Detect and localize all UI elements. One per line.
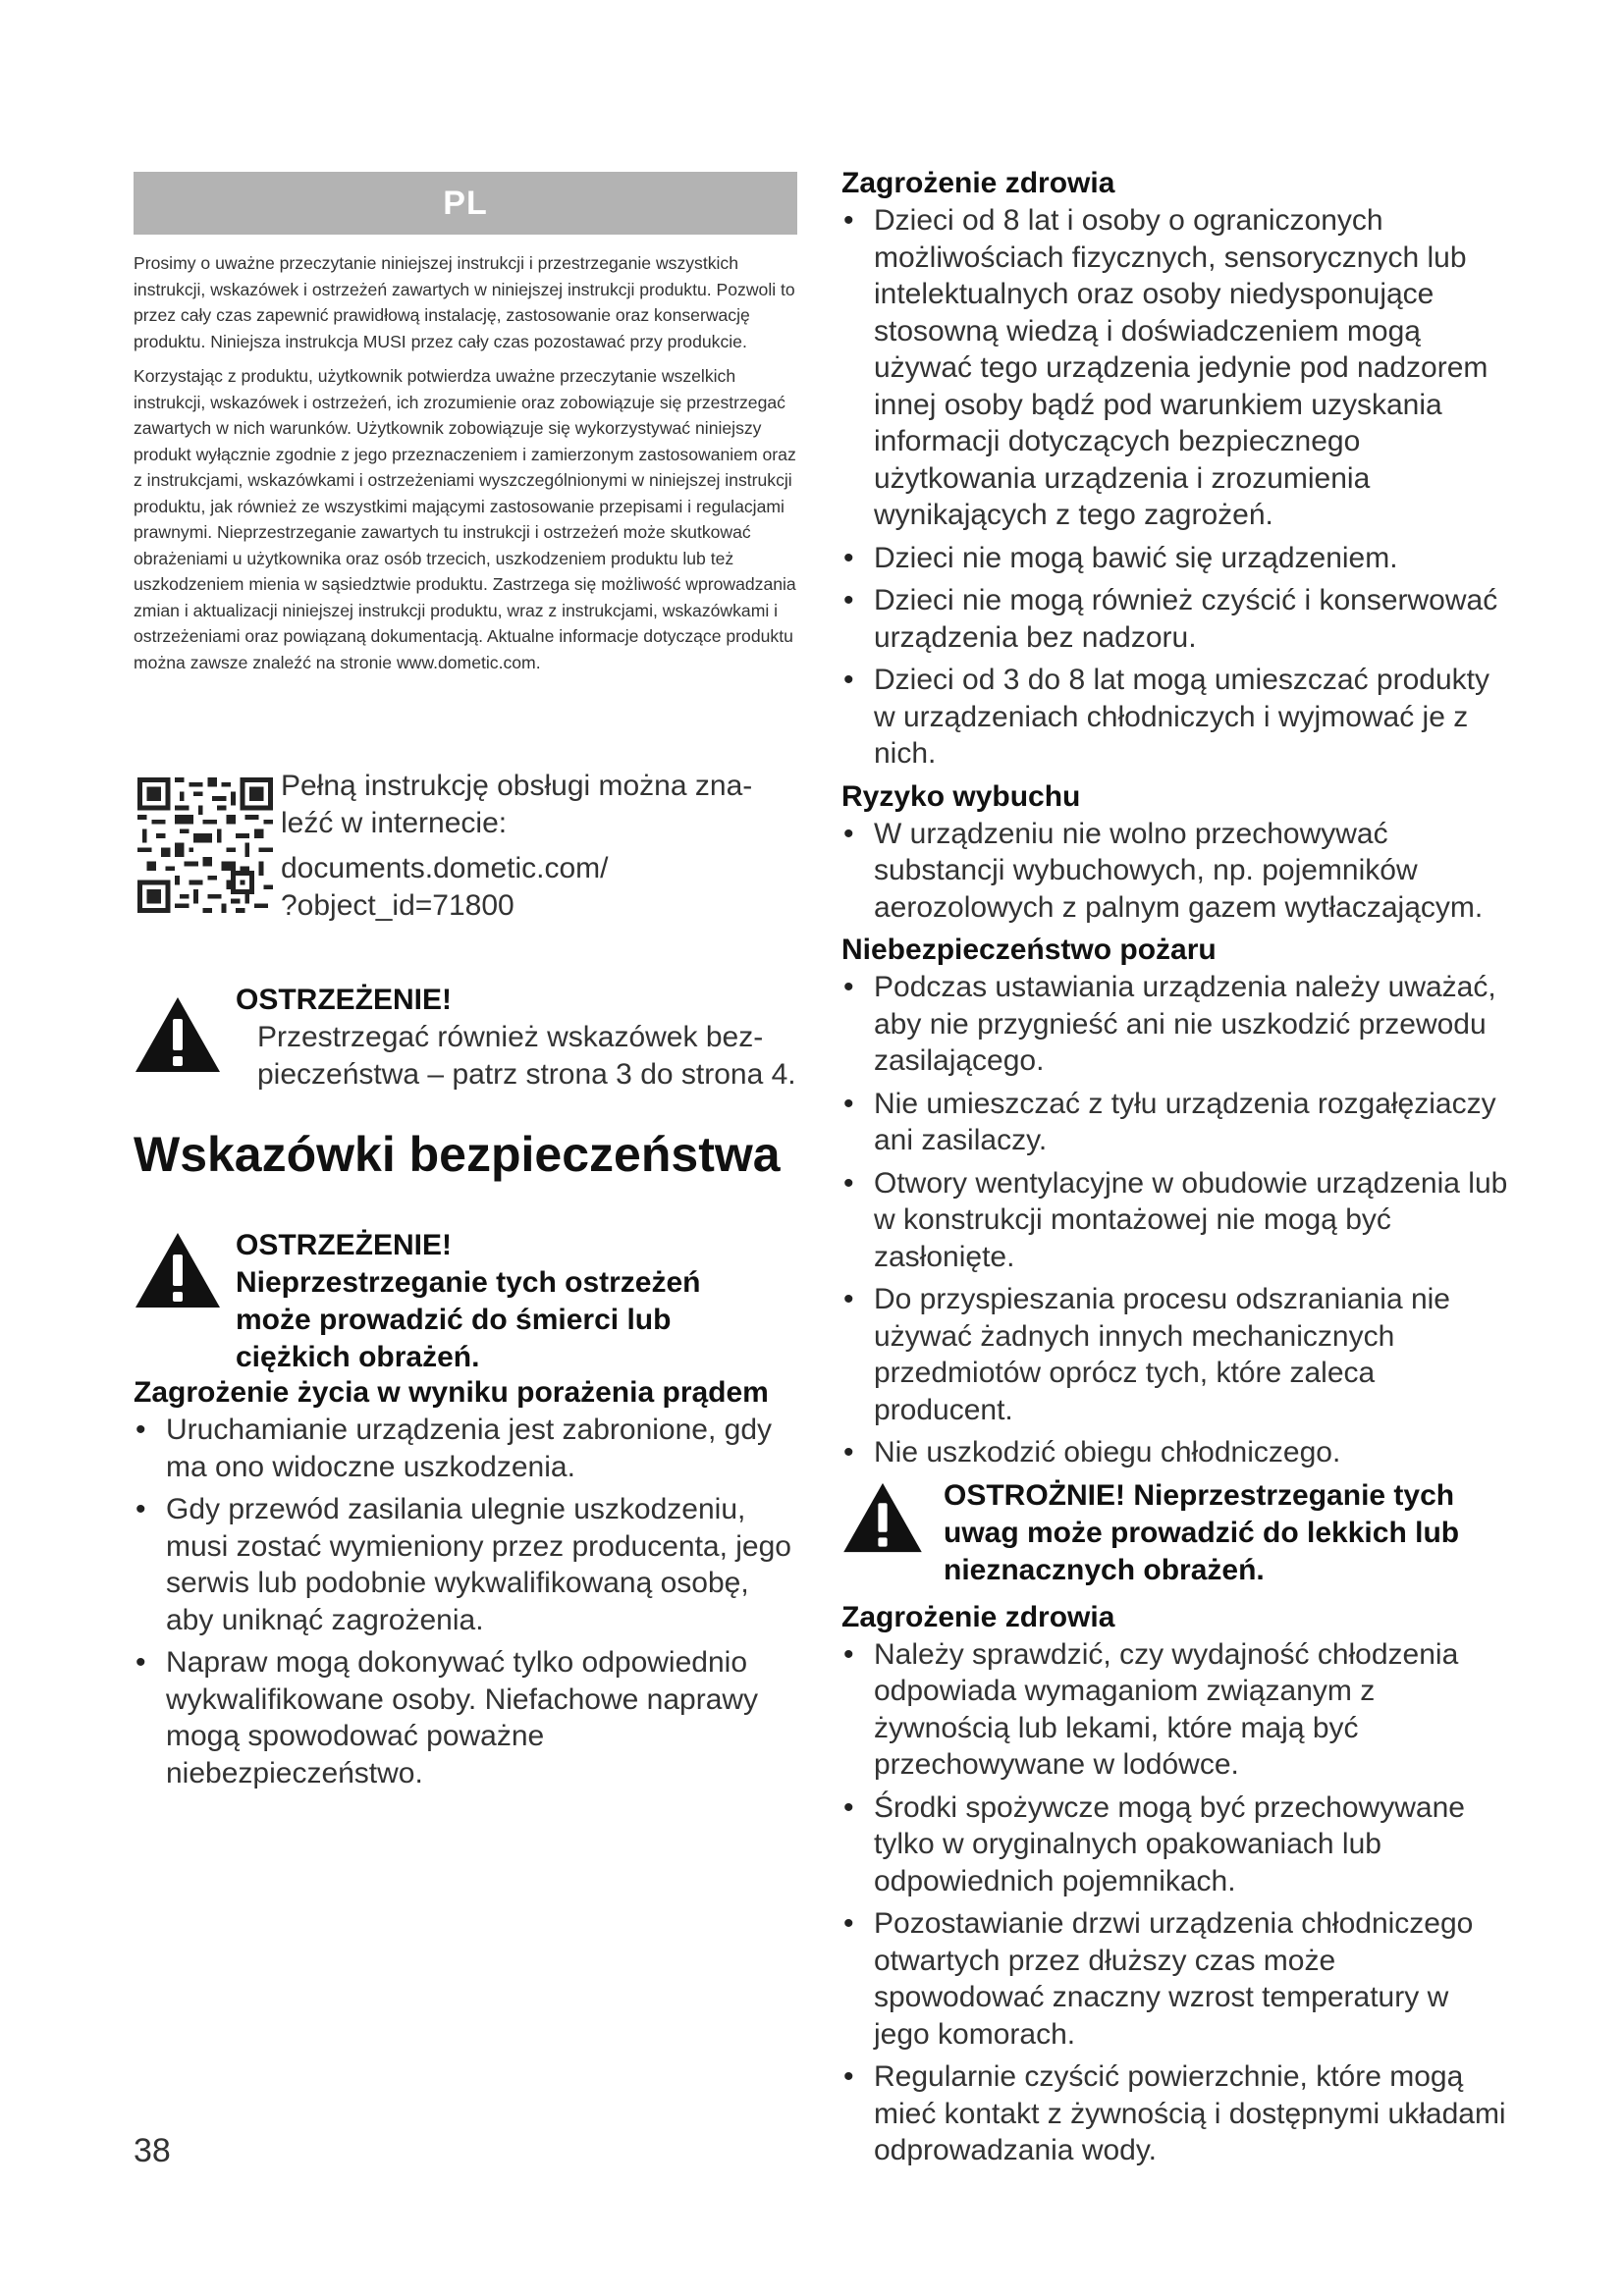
section-title: Zagrożenie życia w wyniku porażenia prądem bbox=[134, 1376, 769, 1409]
list-item: • Należy sprawdzić, czy wydajność chłodzenia odpowiada wymaganiom związanym z żywnością lub lekami, które mają być przechowywane w lodówce. bbox=[841, 1636, 1509, 1784]
list-item: • Otwory wentylacyjne w obudowie urządzenia lub w konstrukcji montażowej nie mogą być zasłonięte. bbox=[841, 1165, 1509, 1276]
warning-line-3: ciężkich obrażeń. bbox=[236, 1341, 480, 1373]
qr-caption bbox=[281, 768, 791, 925]
section-title: Niebezpieczeństwo pożaru bbox=[841, 934, 1217, 966]
page-number: 38 bbox=[134, 2132, 171, 2169]
list-item: • Dzieci nie mogą bawić się urządzeniem. bbox=[841, 540, 1509, 577]
bullet-list bbox=[134, 1412, 797, 1791]
list-item: • W urządzeniu nie wolno przechowywać substancji wybuchowych, np. pojemników aerozolowych z palnym gazem wytłaczającym. bbox=[841, 816, 1509, 927]
qr-text-line-2: leźć w internecie: bbox=[281, 807, 508, 839]
intro-paragraph-2: Korzystając z produktu, użytkownik potwierdza uważne przeczytanie wszelkich instrukcji, wskazówek i ostrzeżeń, ich zrozumienie oraz zobowiązuje się przestrzegać zawartych w nich warunków. Użytkownik zobowiązuje się wykorzystywać niniejszy produkt wyłącznie zgodnie z jego przeznaczeniem i zamierzonym zastosowaniem oraz z instrukcjami, wskazówkami i ostrzeżeniami wyszczególnionymi w niniejszej instrukcji produktu, jak również ze wszystkimi mającymi zastosowanie przepisami i regulacjami prawnymi. Nieprzestrzeganie zawartych tu instrukcji i ostrzeżeń może skutkować obrażeniami u użytkownika oraz osób trzecich, uszkodzeniem produktu lub też uszkodzeniem mienia w sąsiedztwie produktu. Zastrzega się możliwość wprowadzania zmian i aktualizacji niniejszej instrukcji produktu, wraz z instrukcjami, wskazówkami i ostrzeżeniami oraz powiązaną dokumentacją. Aktualne informacje dotyczące produktu można zawsze znaleźć na stronie www.dometic.com. bbox=[134, 366, 796, 672]
qr-code-icon bbox=[137, 777, 273, 913]
list-item: • Dzieci od 3 do 8 lat mogą umieszczać produkty w urządzeniach chłodniczych i wyjmować je z nich. bbox=[841, 662, 1509, 773]
bullet-list bbox=[841, 969, 1509, 1471]
warning-title: OSTRZEŻENIE! bbox=[236, 1229, 453, 1261]
list-item: • Dzieci nie mogą również czyścić i konserwować urządzenia bez nadzoru. bbox=[841, 582, 1509, 656]
section-title: Ryzyko wybuchu bbox=[841, 779, 1081, 813]
warning-line-2: może prowadzić do śmierci lub bbox=[236, 1304, 672, 1336]
bullet-list bbox=[841, 1636, 1509, 2169]
list-item: • Podczas ustawiania urządzenia należy uważać, aby nie przygnieść ani nie uszkodzić przewodu zasilającego. bbox=[841, 969, 1509, 1080]
list-item: • Do przyspieszania procesu odszraniania nie używać żadnych innych mechanicznych przedmiotów oprócz tych, które zaleca producent. bbox=[841, 1281, 1509, 1428]
warning-line-1: Nieprzestrzeganie tych ostrzeżeń bbox=[236, 1266, 701, 1299]
intro-paragraph-1: Prosimy o uważne przeczytanie niniejszej instrukcji i przestrzeganie wszystkich instrukcji, wskazówek i ostrzeżeń zawartych w niniejszej instrukcji produktu. Pozwoli to przez cały czas zapewnić prawidłową instalację, zastosowanie oraz konserwację produktu. Niniejsza instrukcja MUSI przez cały czas pozostawać przy produkcie. bbox=[134, 253, 795, 351]
caution-block bbox=[841, 1477, 1509, 1599]
list-item: • Gdy przewód zasilania ulegnie uszkodzeniu, musi zostać wymieniony przez producenta, jego serwis lub podobnie wykwalifikowaną osobę, aby uniknąć zagrożenia. bbox=[134, 1491, 797, 1638]
list-item: • Dzieci od 8 lat i osoby o ograniczonych możliwościach fizycznych, sensorycznych lub intelektualnych oraz osoby niedysponujące stosowną wiedzą i doświadczeniem mogą używać tego urządzenia jedynie pod nadzorem innej osoby bądź pod warunkiem uzyskania informacji dotyczących bezpiecznego użytkowania urządzenia i zrozumienia wynikających z tego zagrożeń. bbox=[841, 202, 1509, 534]
warning-triangle-icon bbox=[134, 1231, 222, 1309]
caution-line-3: nieznacznych obrażeń. bbox=[944, 1553, 1265, 1586]
caution-line-1: OSTROŻNIE! Nieprzestrzeganie tych bbox=[944, 1478, 1455, 1512]
bullet-list bbox=[841, 202, 1509, 773]
warning-line-2: pieczeństwa – patrz strona 3 do strona 4. bbox=[257, 1058, 796, 1091]
section-electric-shock bbox=[134, 1374, 797, 1797]
section-title: Zagrożenie zdrowia bbox=[841, 1600, 1115, 1633]
warning-triangle-icon bbox=[134, 995, 222, 1074]
warning-title: OSTRZEŻENIE! bbox=[236, 984, 453, 1016]
caution-triangle-icon bbox=[841, 1481, 924, 1554]
list-item: • Środki spożywcze mogą być przechowywane tylko w oryginalnych opakowaniach lub odpowiednich pojemnikach. bbox=[841, 1789, 1509, 1900]
language-bar bbox=[134, 172, 797, 235]
list-item: • Nie umieszczać z tyłu urządzenia rozgałęziaczy ani zasilaczy. bbox=[841, 1086, 1509, 1159]
page-title: Wskazówki bezpieczeństwa bbox=[134, 1127, 781, 1182]
intro-text bbox=[134, 250, 797, 684]
bullet-list bbox=[841, 816, 1509, 927]
qr-text-line-1: Pełną instrukcję obsługi można zna- bbox=[281, 770, 753, 802]
right-column bbox=[841, 165, 1509, 2175]
list-item: • Napraw mogą dokonywać tylko odpowiednio wykwalifikowane osoby. Niefachowe naprawy mogą spowodować poważne niebezpieczeństwo. bbox=[134, 1644, 797, 1791]
list-item: • Regularnie czyścić powierzchnie, które mogą mieć kontakt z żywnością i dostępnymi układami odprowadzania wody. bbox=[841, 2058, 1509, 2169]
list-item: • Nie uszkodzić obiegu chłodniczego. bbox=[841, 1434, 1509, 1471]
list-item: • Uruchamianie urządzenia jest zabronione, gdy ma ono widoczne uszkodzenia. bbox=[134, 1412, 797, 1485]
qr-url-line-2[interactable]: ?object_id=71800 bbox=[281, 889, 514, 922]
language-label: PL bbox=[443, 184, 488, 222]
list-item: • Pozostawianie drzwi urządzenia chłodniczego otwartych przez dłuższy czas może spowodować znaczny wzrost temperatury w jego komorach. bbox=[841, 1905, 1509, 2053]
caution-line-2: uwag może prowadzić do lekkich lub bbox=[944, 1516, 1460, 1549]
qr-url-line-1[interactable]: documents.dometic.com/ bbox=[281, 852, 609, 884]
warning-line-1: Przestrzegać również wskazówek bez- bbox=[257, 1021, 764, 1053]
section-title: Zagrożenie zdrowia bbox=[841, 167, 1115, 199]
